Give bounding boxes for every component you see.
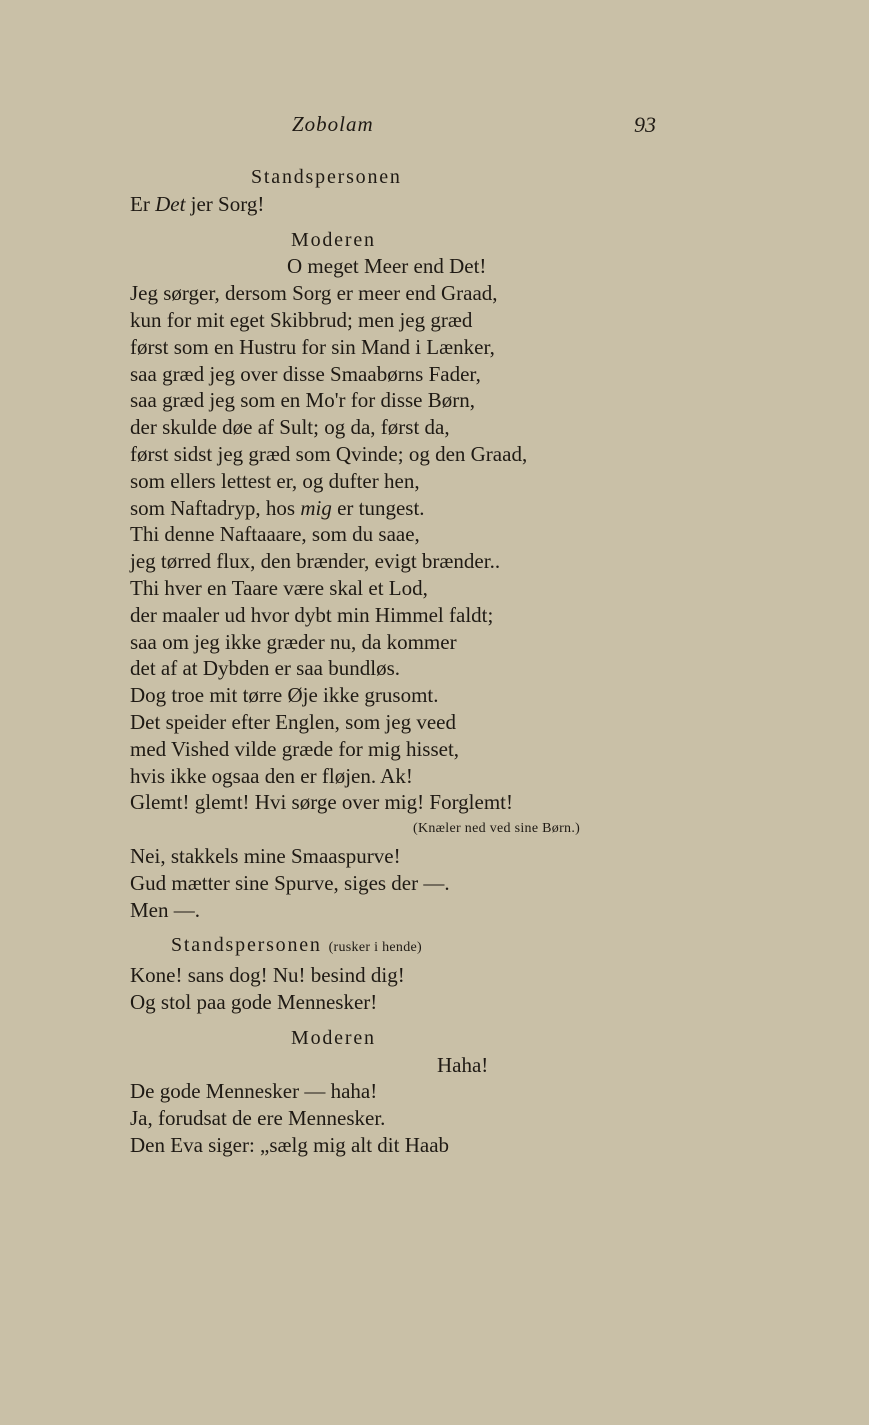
speaker-name: Standspersonen <box>171 934 322 957</box>
speaker-name: Standspersonen <box>251 166 402 188</box>
verse-line: Dog troe mit tørre Øje ikke grusomt. <box>130 683 439 708</box>
verse-line: først som en Hustru for sin Mand i Lænker, <box>130 334 495 359</box>
verse-line: Og stol paa gode Mennesker! <box>130 989 378 1014</box>
verse-line: saa om jeg ikke græder nu, da kommer <box>130 629 457 654</box>
verse-line: hvis ikke ogsaa den er fløjen. Ak! <box>130 763 413 788</box>
verse-line: det af at Dybden er saa bundløs. <box>130 656 400 681</box>
emphasis: mig <box>300 495 332 520</box>
verse-line: som ellers lettest er, og dufter hen, <box>130 468 420 493</box>
verse-line: med Vished vilde græde for mig hisset, <box>130 736 460 761</box>
verse-line: Men —. <box>130 897 200 922</box>
stage-direction: (rusker i hende) <box>328 940 422 956</box>
verse-line: først sidst jeg græd som Qvinde; og den Graad, <box>130 441 528 466</box>
verse-line <box>130 191 690 218</box>
verse-line: Haha! <box>437 1052 489 1077</box>
speaker-name: Moderen <box>291 1026 376 1049</box>
verse-line: saa græd jeg over disse Smaabørns Fader, <box>130 361 481 386</box>
verse-line: Nei, stakkels mine Smaaspurve! <box>130 843 401 868</box>
emphasis: Det <box>155 191 186 216</box>
line-text: jer Sorg! <box>185 191 265 216</box>
verse-line: Glemt! glemt! Hvi sørge over mig! Forglemt! <box>130 790 513 815</box>
line-text: er tungest. <box>331 495 425 520</box>
verse-line: Ja, forudsat de ere Mennesker. <box>130 1106 386 1131</box>
verse-line: O meget Meer end Det! <box>287 254 487 279</box>
stage-direction: (Knæler ned ved sine Børn.) <box>413 821 581 837</box>
verse-line: Thi hver en Taare være skal et Lod, <box>130 575 428 600</box>
verse-line: saa græd jeg som en Mo'r for disse Børn, <box>130 388 475 413</box>
verse-line: Den Eva siger: „sælg mig alt dit Haab <box>130 1132 450 1157</box>
line-text: som Naftadryp, hos <box>130 495 301 520</box>
verse-line: Jeg sørger, dersom Sorg er meer end Graad, <box>130 281 498 306</box>
verse-text <box>130 164 690 1159</box>
running-title: Zobolam <box>292 112 374 136</box>
verse-line: Kone! sans dog! Nu! besind dig! <box>130 963 405 988</box>
verse-line: kun for mit eget Skibbrud; men jeg græd <box>130 307 473 332</box>
speaker-line <box>130 932 690 962</box>
verse-line: jeg tørred flux, den brænder, evigt brænder.. <box>130 549 501 574</box>
verse-line: Thi denne Naftaaare, som du saae, <box>130 522 420 547</box>
verse-line <box>130 495 690 522</box>
verse-line: der skulde døe af Sult; og da, først da, <box>130 415 450 440</box>
line-text: Er <box>130 191 156 216</box>
page-header <box>0 112 869 146</box>
verse-line: der maaler ud hvor dybt min Himmel faldt; <box>130 602 494 627</box>
verse-line: Det speider efter Englen, som jeg veed <box>130 709 456 734</box>
verse-line: Gud mætter sine Spurve, siges der —. <box>130 870 450 895</box>
verse-line: De gode Mennesker — haha! <box>130 1079 378 1104</box>
speaker-name: Moderen <box>291 228 376 251</box>
page-number: 93 <box>634 112 656 137</box>
